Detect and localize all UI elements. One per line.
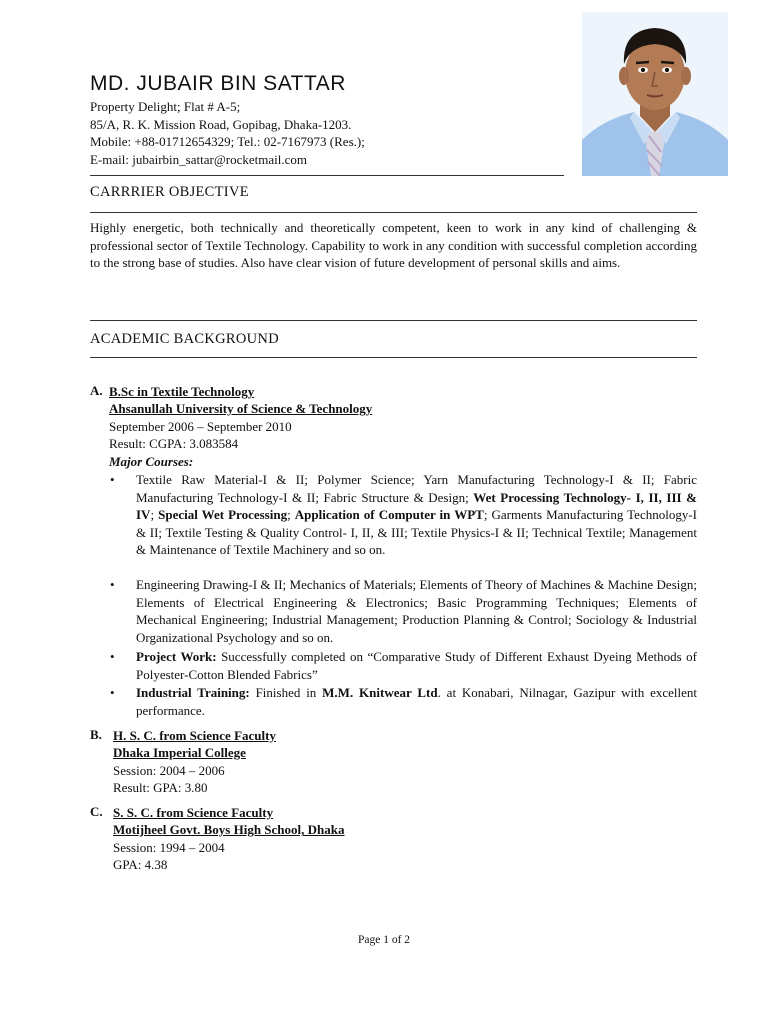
industrial-training-text	[136, 684, 697, 719]
degree-ssc: S. S. C. from Science Faculty	[113, 805, 274, 820]
address-line-2: 85/A, R. K. Mission Road, Gopibag, Dhaka-1203.	[90, 116, 352, 132]
institution-aust: Ahsanullah University of Science & Technology	[109, 401, 373, 417]
period-bsc: September 2006 – September 2010	[109, 418, 292, 434]
major-courses-label: Major Courses:	[109, 453, 194, 469]
training-company: M.M. Knitwear Ltd	[322, 685, 438, 700]
degree-hsc: H. S. C. from Science Faculty	[113, 728, 276, 743]
entry-ssc	[113, 804, 693, 874]
objective-divider	[90, 212, 697, 213]
bullet-item-project-work	[110, 648, 697, 683]
entry-letter-b: B.	[90, 727, 102, 742]
header-divider	[90, 175, 564, 176]
training-part-2: . at Konabari, Nilnagar, Gazipur with excellent performance.	[136, 685, 697, 718]
phone-line: Mobile: +88-01712654329; Tel.: 02-7167973 (Res.);	[90, 134, 365, 150]
entry-letter-c: C.	[90, 804, 103, 819]
objective-text: Highly energetic, both technically and theoretically competent, keen to work in any kind of challenging & professional sector of Textile Technology. Capability to work in any condition with successful completion according to the strong base of studies. Also have clear vision of future development of personal skills and aims.	[90, 220, 697, 271]
courses-wet-processing: Wet Processing Technology- I, II, III & IV	[136, 489, 697, 522]
session-ssc: Session: 1994 – 2004	[113, 839, 225, 855]
address-line-1: Property Delight; Flat # A-5;	[90, 99, 241, 114]
courses-part-1: Textile Raw Material-I & II; Polymer Science; Yarn Manufacturing Technology-I & II; Fabric Manufacturing Technology-I & II; Fabric Structure & Design;	[136, 472, 697, 505]
candidate-name: MD. JUBAIR BIN SATTAR	[90, 72, 346, 95]
entry-bsc	[109, 383, 699, 470]
institution-motijheel: Motijheel Govt. Boys High School, Dhaka	[113, 822, 345, 838]
result-ssc: GPA: 4.38	[113, 857, 168, 873]
courses-special-wet: Special Wet Processing	[158, 507, 288, 522]
bullet-item-engineering-courses	[110, 576, 697, 646]
courses-sep-2: ;	[287, 507, 295, 522]
courses-sep-1: ;	[150, 507, 159, 522]
contact-block	[90, 98, 365, 168]
bullet-icon: •	[110, 649, 115, 664]
degree-bsc: B.Sc in Textile Technology	[109, 384, 255, 399]
institution-dhaka-imperial: Dhaka Imperial College	[113, 745, 246, 761]
project-work-text	[136, 648, 697, 683]
industrial-training-label: Industrial Training:	[136, 685, 250, 700]
entry-hsc	[113, 727, 693, 797]
entry-letter-a: A.	[90, 383, 103, 398]
academic-divider-bottom	[90, 357, 697, 358]
session-hsc: Session: 2004 – 2006	[113, 762, 225, 778]
result-bsc: Result: CGPA: 3.083584	[109, 436, 239, 452]
profile-photo	[582, 12, 728, 176]
email-line: E-mail: jubairbin_sattar@rocketmail.com	[90, 151, 308, 167]
academic-divider-top	[90, 320, 697, 321]
bullet-item-core-courses	[110, 471, 697, 559]
courses-part-2: ; Garments Manufacturing Technology-I & II; Textile Testing & Quality Control- I, II, & III; Textile Physics-I & II; Technical Textile; Management & Maintenance of Textile Machinery and so on.	[136, 507, 697, 557]
page-number: Page 1 of 2	[357, 934, 411, 946]
engineering-courses-text: Engineering Drawing-I & II; Mechanics of Materials; Elements of Theory of Machines & Machine Design; Elements of Electrical Engineering & Electronics; Basic Programming Techniques; Elements of Mechanical Engineering; Industrial Management; Production Planning & Control; Sociology & Industrial Organizational Psychology and so on.	[136, 577, 697, 645]
section-heading-academic: ACADEMIC BACKGROUND	[90, 331, 279, 347]
bullet-icon: •	[110, 577, 115, 592]
training-part-1: Finished in	[249, 685, 323, 700]
bullet-icon: •	[110, 472, 115, 487]
bullet-item-industrial-training	[110, 684, 697, 719]
courses-computer-wpt: Application of Computer in WPT	[294, 507, 484, 522]
section-heading-objective: CARRRIER OBJECTIVE	[90, 184, 249, 200]
project-work-description: Successfully completed on “Comparative Study of Different Exhaust Dyeing Methods of Polyester-Cotton Blended Fabrics”	[136, 649, 697, 682]
bullet-icon: •	[110, 685, 115, 700]
result-hsc: Result: GPA: 3.80	[113, 780, 208, 796]
portrait-illustration	[582, 12, 728, 176]
core-courses-text	[136, 471, 697, 559]
project-work-label: Project Work:	[136, 649, 217, 664]
